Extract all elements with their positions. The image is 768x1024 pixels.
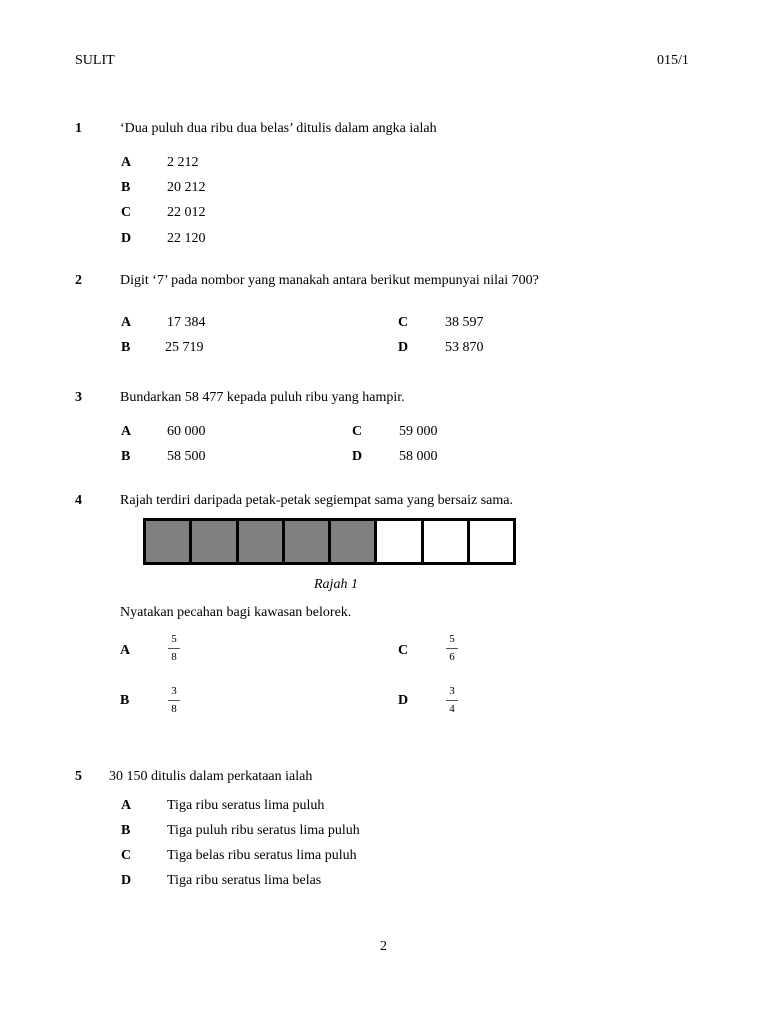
option-text: 58 000 [399, 449, 438, 464]
option-letter: A [121, 315, 132, 330]
option-text: Tiga ribu seratus lima puluh [167, 798, 325, 813]
question-text: Digit ‘7’ pada nombor yang manakah antara berikut mempunyai nilai 700? [120, 273, 539, 288]
option-letter: C [398, 643, 409, 658]
question-number: 5 [75, 769, 82, 784]
grid-cell-shaded [285, 521, 331, 562]
option-text: 60 000 [167, 424, 206, 439]
option-text: 20 212 [167, 180, 206, 195]
option-text: 2 212 [167, 155, 199, 170]
fraction-bar [168, 648, 180, 649]
option-letter: B [121, 180, 131, 195]
option-letter: C [398, 315, 409, 330]
option-text: Tiga belas ribu seratus lima puluh [167, 848, 357, 863]
option-letter: B [120, 693, 130, 708]
option-fraction [445, 686, 459, 715]
question-text: ‘Dua puluh dua ribu dua belas’ ditulis dalam angka ialah [120, 121, 437, 136]
header-paper-code: 015/1 [657, 53, 689, 68]
question-text: 30 150 ditulis dalam perkataan ialah [109, 769, 313, 784]
option-letter: B [121, 823, 131, 838]
option-letter: C [121, 848, 132, 863]
option-letter: B [121, 449, 131, 464]
fraction-numerator: 5 [449, 633, 455, 645]
option-text: 53 870 [445, 340, 484, 355]
option-text: 58 500 [167, 449, 206, 464]
option-letter: B [121, 340, 131, 355]
option-fraction [445, 634, 459, 663]
option-text: Tiga puluh ribu seratus lima puluh [167, 823, 360, 838]
fraction-bar [446, 648, 458, 649]
option-letter: D [352, 449, 363, 464]
option-letter: D [398, 693, 409, 708]
option-letter: D [398, 340, 409, 355]
question-number: 2 [75, 273, 82, 288]
option-letter: A [121, 155, 132, 170]
option-letter: D [121, 873, 132, 888]
option-text: 38 597 [445, 315, 484, 330]
diagram-caption: Rajah 1 [314, 577, 358, 592]
question-number: 4 [75, 493, 82, 508]
option-letter: C [121, 205, 132, 220]
grid-cell-shaded [146, 521, 192, 562]
option-letter: A [121, 424, 132, 439]
grid-cell-shaded [331, 521, 377, 562]
option-fraction [167, 634, 181, 663]
question-text: Rajah terdiri daripada petak-petak segiempat sama yang bersaiz sama. [120, 493, 513, 508]
option-letter: C [352, 424, 363, 439]
option-text: 17 384 [167, 315, 206, 330]
grid-cell-shaded [192, 521, 238, 562]
option-text: 22 120 [167, 231, 206, 246]
fraction-denominator: 8 [171, 651, 177, 663]
page-number: 2 [380, 939, 387, 954]
option-letter: D [121, 231, 132, 246]
question-prompt: Nyatakan pecahan bagi kawasan belorek. [120, 605, 352, 620]
option-letter: A [120, 643, 131, 658]
fraction-denominator: 8 [171, 703, 177, 715]
question-number: 3 [75, 390, 82, 405]
header-classification: SULIT [75, 53, 115, 68]
option-text: 25 719 [165, 340, 204, 355]
option-text: Tiga ribu seratus lima belas [167, 873, 322, 888]
grid-cell-empty [424, 521, 470, 562]
option-text: 59 000 [399, 424, 438, 439]
fraction-numerator: 3 [171, 685, 177, 697]
fraction-bar [446, 700, 458, 701]
shaded-grid-diagram [143, 518, 516, 565]
question-text: Bundarkan 58 477 kepada puluh ribu yang hampir. [120, 390, 405, 405]
grid-cell-empty [377, 521, 423, 562]
grid-cell-shaded [239, 521, 285, 562]
option-letter: A [121, 798, 132, 813]
option-fraction [167, 686, 181, 715]
fraction-denominator: 4 [449, 703, 455, 715]
option-text: 22 012 [167, 205, 206, 220]
grid-cell-empty [470, 521, 513, 562]
fraction-numerator: 3 [449, 685, 455, 697]
fraction-bar [168, 700, 180, 701]
question-number: 1 [75, 121, 82, 136]
fraction-denominator: 6 [449, 651, 455, 663]
fraction-numerator: 5 [171, 633, 177, 645]
